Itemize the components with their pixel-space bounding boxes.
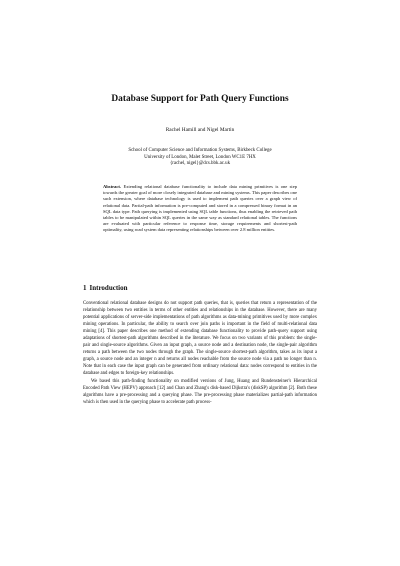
body-paragraph: We based this path-finding functionality on modified versions of Jung, Huang and Rundensteiner's Hierarchical Encoded Path View (HEPV) approach [12] and Chan and Zhang's disk-based Dijkstra's (diskSP) algorithm [2]. Both these algorithms have a pre-processing and a querying phase. The pre-processing phase materializes partial-path information which is then used in the querying phase to accelerate path process-: [83, 378, 317, 405]
paper-title: Database Support for Path Query Functions: [111, 94, 289, 104]
paper-authors: Rachel Hamill and Nigel Martin: [165, 127, 235, 133]
abstract-text: Extending relational database functionality to include data mining primitives is one step towards the greater goal of more closely integrated database and mining systems. This paper describes one such extension, where database technology is used to implement path queries over a graph view of relational data. Partial-path information is pre-computed and stored in a compressed binary format in an SQL data type. Path querying is implemented using SQL table functions, thus enabling the retrieved path tables to be manipulated within SQL queries in the same way as standard relational tables. The functions are evaluated with particular reference to response time, storage requirements and shortest-path optimality, using road system data representing relationships between over 2.8 million entities.: [103, 184, 297, 233]
abstract: [103, 184, 297, 234]
section-title: Introduction: [89, 284, 128, 292]
section-body: [83, 300, 317, 406]
section-heading: [83, 284, 128, 292]
section-number: 1: [83, 284, 87, 292]
body-paragraph: Conventional relational database designs do not support path queries, that is, queries that return a representation of the relationship between two entities in terms of other entities and relationships in the database. However, there are many potential applications of server-side implementations of path algorithms as data-mining primitives used by more complex mining operations. In particular, the ability to search over join paths is important in the field of multi-relational data mining [4]. This paper describes one method of extending database functionality to provide path-query support using adaptations of shortest-path algorithms described in the literature. We focus on two variants of this problem: the single-pair and single-source algorithms. Given an input graph, a source node and a destination node, the single-pair algorithm returns a path between the two nodes through the graph. The single-source shortest-path algorithm, takes as its input a graph, a source node and an integer n and returns all nodes reachable from the source node via a path no longer than n. Note that in each case the input graph can be generated from ordinary relational data: nodes correspond to entities in the database and edges to foreign-key relationships.: [83, 301, 317, 377]
author-emails: {rachel, nigel}@dcs.bbk.ac.uk: [169, 161, 231, 166]
affiliation-line: School of Computer Science and Information Systems, Birkbeck College: [128, 148, 272, 153]
affiliation-line: University of London, Malet Street, London WC1E 7HX: [144, 154, 256, 160]
abstract-label: Abstract.: [103, 184, 122, 189]
author-affiliation: [0, 148, 400, 168]
